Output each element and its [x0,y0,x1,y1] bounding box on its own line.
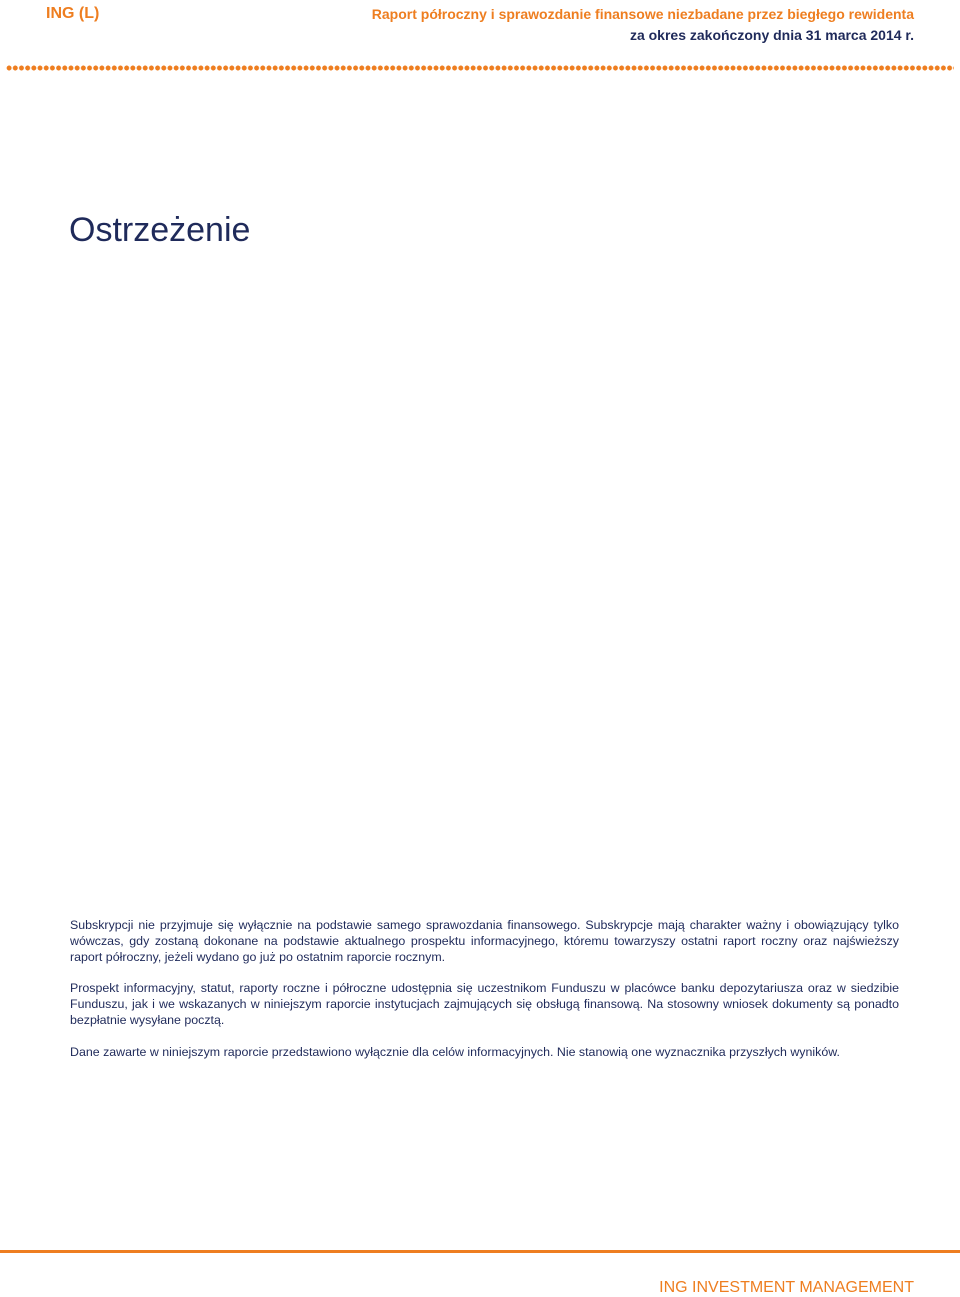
report-title: Raport półroczny i sprawozdanie finansowe niezbadane przez biegłego rewidenta [371,6,914,22]
paragraph-prospectus: Prospekt informacyjny, statut, raporty roczne i półroczne udostępnia się uczestnikom Funduszu w placówce banku depozytariusza oraz w siedzibie Funduszu, jak i we wskazanych w niniejszym raporcie instytucjach zajmujących się obsługą finansową. Na stosowny wniosek dokumenty są ponadto bezpłatnie wysyłane pocztą. [70,981,899,1027]
fund-name: ING (L) [46,5,100,22]
footer-brand: ING INVESTMENT MANAGEMENT [659,1279,914,1296]
report-heading [372,4,914,46]
footer-divider [0,1250,960,1253]
report-period: za okres zakończony dnia 31 marca 2014 r. [629,27,914,43]
paragraph-subscriptions: Subskrypcji nie przyjmuje się wyłącznie na podstawie samego sprawozdania finansowego. Subskrypcje mają charakter ważny i obowiązujący tylko wówczas, gdy zostaną dokonane na podstawie aktualnego prospektu informacyjnego, któremu towarzyszy ostatni raport roczny oraz najświeższy raport półroczny, jeżeli wydano go już po ostatnim raporcie rocznym. [70,918,899,964]
dotted-divider [6,64,954,72]
page-title: Ostrzeżenie [69,211,251,249]
paragraph-disclaimer: Dane zawarte w niniejszym raporcie przedstawiono wyłącznie dla celów informacyjnych. Nie stanowią one wyznacznika przyszłych wyników. [70,1045,840,1059]
